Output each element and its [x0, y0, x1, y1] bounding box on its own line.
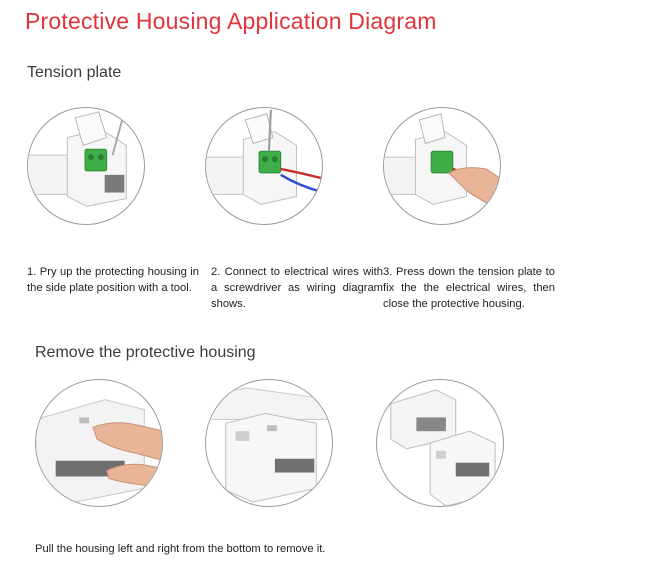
- section-heading-tension-plate: Tension plate: [27, 64, 122, 81]
- pinch-housing-illustration: [35, 379, 163, 507]
- pry-housing-illustration: [27, 107, 145, 225]
- press-plate-illustration: [383, 107, 501, 225]
- screwdriver-wiring-illustration: [205, 107, 323, 225]
- step-2-caption: 2. Connect to electrical wires with a screwdriver as wiring diagram shows.: [211, 266, 383, 310]
- housing-bottom-illustration: [205, 379, 333, 507]
- page-title: Protective Housing Application Diagram: [25, 8, 437, 34]
- remove-housing-caption: Pull the housing left and right from the bottom to remove it.: [35, 543, 326, 555]
- step-1-caption: 1. Pry up the protecting housing in the side plate position with a tool.: [27, 266, 199, 294]
- housing-removed-illustration: [376, 379, 504, 507]
- step-3-caption: 3. Press down the tension plate to fix the the electrical wires, then close the protective housing.: [383, 266, 555, 310]
- section-heading-remove-housing: Remove the protective housing: [35, 344, 256, 361]
